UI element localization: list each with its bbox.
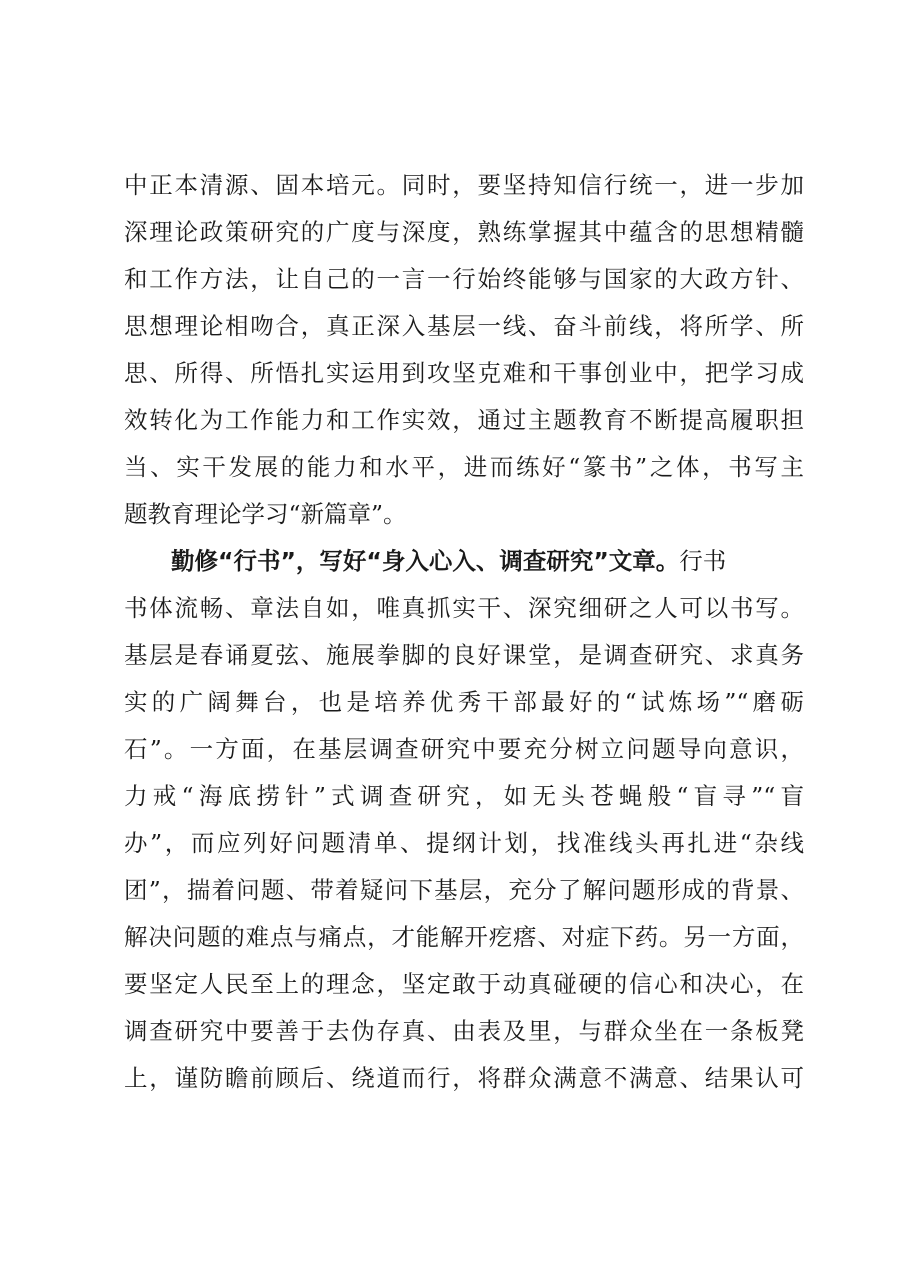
paragraph-line: 当、实干发展的能力和水平，进而练好“篆书”之体，书写主 [124,453,804,481]
paragraph-line: 效转化为工作能力和工作实效，通过主题教育不断提高履职担 [124,406,804,434]
paragraph-line-last: 题教育理论学习“新篇章”。 [124,500,407,528]
paragraph-line: 上，谨防瞻前顾后、绕道而行，将群众满意不满意、结果认可 [124,1064,804,1092]
paragraph-line: 实的广阔舞台，也是培养优秀干部最好的“试炼场”“磨砺 [124,688,804,716]
paragraph-line: 思、所得、所悟扎实运用到攻坚克难和干事创业中，把学习成 [124,359,804,387]
paragraph-line: 基层是春诵夏弦、施展拳脚的良好课堂，是调查研究、求真务 [124,641,804,669]
paragraph-line: 解决问题的难点与痛点，才能解开疙瘩、对症下药。另一方面， [124,923,804,951]
paragraph-line: 思想理论相吻合，真正深入基层一线、奋斗前线，将所学、所 [124,312,804,340]
paragraph-line: 深理论政策研究的广度与深度，熟练掌握其中蕴含的思想精髓 [124,218,804,246]
paragraph-line: 调查研究中要善于去伪存真、由表及里，与群众坐在一条板凳 [124,1017,804,1045]
paragraph-line: 和工作方法，让自己的一言一行始终能够与国家的大政方针、 [124,265,804,293]
paragraph-first-line [171,546,804,576]
paragraph-line: 办”，而应列好问题清单、提纲计划，找准线头再扎进“杂线 [124,829,804,857]
paragraph-line: 中正本清源、固本培元。同时，要坚持知信行统一，进一步加 [124,171,804,199]
paragraph-line: 要坚定人民至上的理念，坚定敢于动真碰硬的信心和决心，在 [124,970,804,998]
paragraph-line: 石”。一方面，在基层调查研究中要充分树立问题导向意识， [124,735,804,763]
heading-trailing-text: 行书 [679,547,727,575]
paragraph-line: 团”，揣着问题、带着疑问下基层，充分了解问题形成的背景、 [124,876,804,904]
section-heading: 勤修“行书”，写好“身入心入、调查研究”文章。 [171,547,680,575]
paragraph-line: 书体流畅、章法自如，唯真抓实干、深究细研之人可以书写。 [124,594,804,622]
paragraph-line: 力戒“海底捞针”式调查研究，如无头苍蝇般“盲寻”“盲 [124,782,804,810]
